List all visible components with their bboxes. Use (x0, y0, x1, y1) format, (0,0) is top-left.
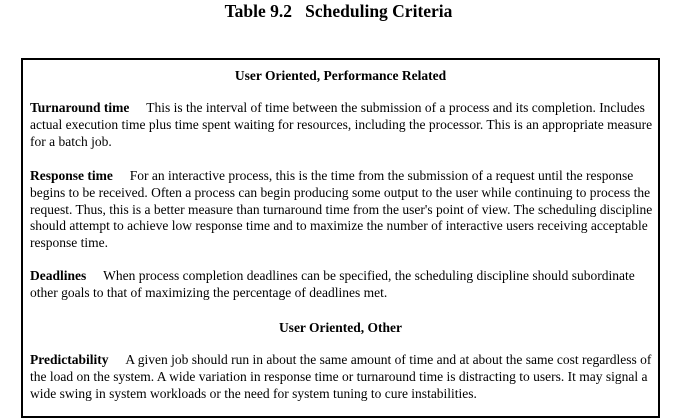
criterion-predictability (30, 352, 660, 402)
section-heading-other: User Oriented, Other (278, 320, 403, 335)
section-heading-performance: User Oriented, Performance Related (234, 68, 447, 83)
criterion-description: A given job should run in about the same amount of time and at about the same cost regardless of the load on the system. A wide variation in response time or turnaround time is distracting to users. It may signal a wide swing in system workloads or the need for system tuning to cure instabilities. (30, 352, 652, 401)
criterion-term: Turnaround time (30, 100, 130, 115)
table-title: Scheduling Criteria (305, 1, 453, 21)
criterion-description: For an interactive process, this is the time from the submission of a request until the response begins to be received. Often a process can begin producing some output to the user while continuing to process the request. Thus, this is a better measure than turnaround time from the user's point of view. The scheduling discipline should attempt to achieve low response time and to maximize the number of interactive users receiving acceptable response time. (30, 168, 653, 251)
criterion-term: Response time (30, 168, 113, 183)
criterion-term: Deadlines (30, 268, 87, 283)
criterion-description: When process completion deadlines can be specified, the scheduling discipline should subordinate other goals to that of maximizing the percentage of deadlines met. (30, 268, 635, 300)
criterion-term: Predictability (30, 352, 109, 367)
criterion-description: This is the interval of time between the submission of a process and its completion. Includes actual execution time plus time spent waiting for resources, including the processor. This is an appropriate measure for a batch job. (30, 100, 653, 149)
table-caption (0, 1, 677, 21)
criterion-response-time (30, 168, 660, 252)
criterion-turnaround-time (30, 100, 660, 150)
criteria-table-box (21, 58, 660, 418)
table-number: Table 9.2 (224, 1, 292, 21)
criterion-deadlines (30, 268, 660, 302)
